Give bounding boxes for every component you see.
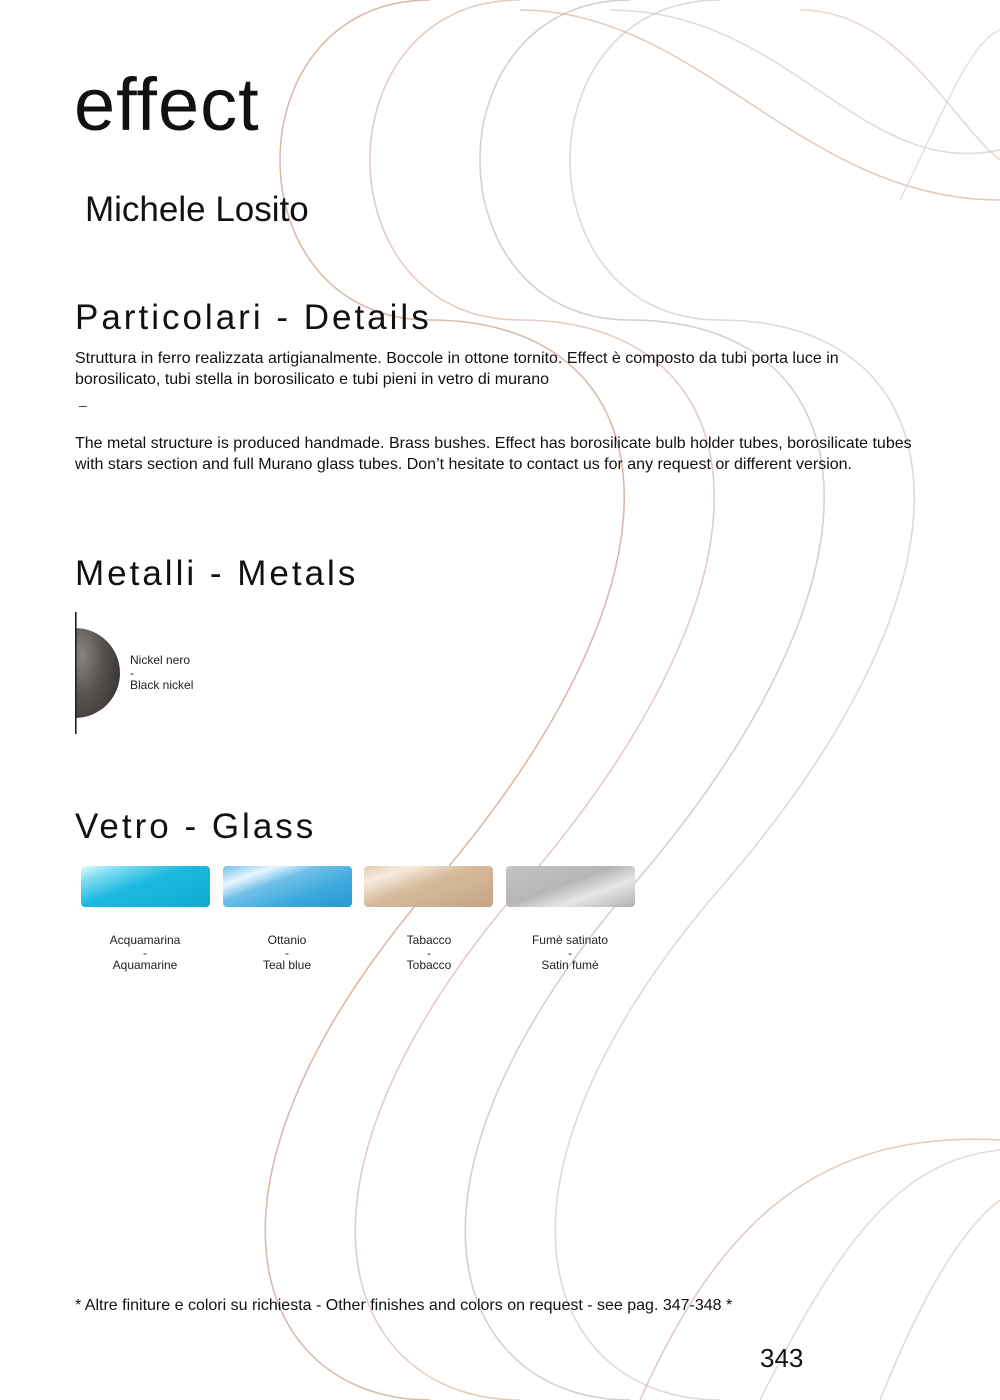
footnote-other-finishes: * Altre finiture e colori su richiesta - Other finishes and colors on request - see pag. 347-348 * <box>75 1297 733 1314</box>
page-number: 343 <box>760 1343 804 1373</box>
glass-swatch-tobacco <box>364 866 493 907</box>
glass-label-aquamarine <box>70 934 220 972</box>
glass-name-dash: - <box>143 945 147 960</box>
glass-name-italian: Fumè satinato <box>531 933 609 947</box>
glass-name-english: Teal blue <box>262 958 312 972</box>
glass-name-italian: Ottanio <box>267 933 307 947</box>
glass-label-tobacco <box>354 934 504 972</box>
glass-swatch-aquamarine <box>81 866 210 907</box>
product-title: effect <box>74 63 260 146</box>
glass-heading: Vetro - Glass <box>75 807 317 846</box>
glass-name-dash: - <box>568 945 572 960</box>
metal-swatch-black-nickel <box>75 612 135 734</box>
glass-name-dash: - <box>285 945 289 960</box>
glass-swatch-satin-fume <box>506 866 635 907</box>
glass-name-dash: - <box>427 945 431 960</box>
metals-heading: Metalli - Metals <box>75 554 359 593</box>
glass-name-english: Satin fumè <box>541 958 599 972</box>
glass-name-english: Tobacco <box>406 958 452 972</box>
metal-name-dash: - <box>130 665 134 680</box>
metal-label-black-nickel <box>130 654 193 692</box>
glass-label-satin-fume <box>495 934 645 972</box>
details-text-italian: Struttura in ferro realizzata artigianalmente. Boccole in ottone tornito. Effect è composto da tubi porta luce in borosilicato, tubi stella in borosilicato e tubi pieni in vetro di murano <box>75 350 839 388</box>
designer-name: Michele Losito <box>85 190 309 229</box>
glass-name-italian: Acquamarina <box>109 933 181 947</box>
language-separator: – <box>79 397 87 413</box>
glass-name-english: Aquamarine <box>112 958 178 972</box>
details-text-english: The metal structure is produced handmade. Brass bushes. Effect has borosilicate bulb holder tubes, borosilicate tubes with stars section and full Murano glass tubes. Don’t hesitate to contact us for any request or different version. <box>75 435 912 473</box>
glass-swatch-teal-blue <box>223 866 352 907</box>
metal-name-italian: Nickel nero <box>130 653 191 667</box>
metal-name-english: Black nickel <box>130 678 194 692</box>
glass-name-italian: Tabacco <box>406 933 452 947</box>
glass-label-teal-blue <box>212 934 362 972</box>
details-heading: Particolari - Details <box>75 298 432 337</box>
